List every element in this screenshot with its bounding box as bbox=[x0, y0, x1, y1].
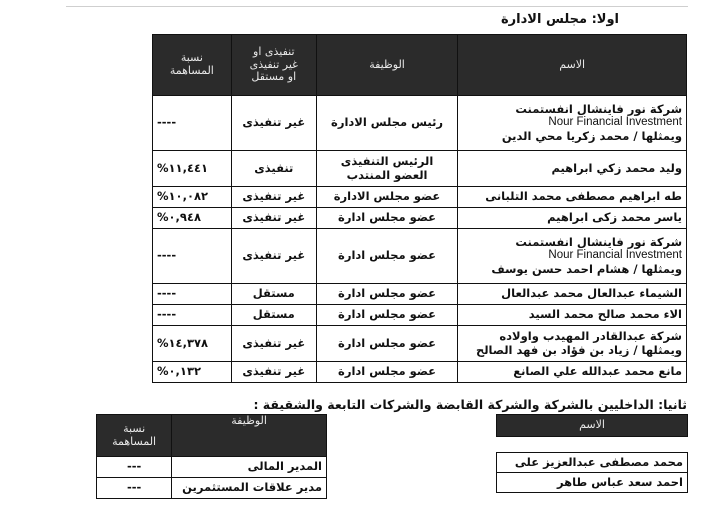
share-cell: %٠,٩٤٨ bbox=[153, 208, 232, 229]
insider-share-header bbox=[97, 415, 172, 457]
exec-cell: غير تنفيذى bbox=[231, 96, 316, 151]
table-row bbox=[153, 96, 687, 151]
name-line: ويمثلها / زياد بن فؤاد بن فهد الصالح bbox=[475, 342, 682, 357]
name-cell: الشيماء عبدالعال محمد عبدالعال bbox=[458, 284, 687, 305]
name-line: شركة عبدالقادر المهيدب واولاده bbox=[499, 329, 682, 344]
table-row bbox=[153, 284, 687, 305]
name-line: ويمثلها / هشام احمد حسن يوسف bbox=[491, 261, 682, 276]
job-header: الوظيفة bbox=[316, 35, 457, 96]
name-line: ويمثلها / محمد زكريا محي الدين bbox=[501, 128, 682, 143]
insiders-names-table bbox=[496, 414, 688, 493]
insider-job-header: الوظيفة bbox=[172, 415, 327, 457]
name-line-english: Nour Financial Investment bbox=[548, 116, 682, 129]
table-row bbox=[97, 457, 327, 478]
table-row bbox=[153, 151, 687, 187]
table-row bbox=[153, 326, 687, 362]
top-rule bbox=[66, 6, 688, 7]
share-cell: ---- bbox=[153, 96, 232, 151]
job-cell: عضو مجلس ادارة bbox=[316, 326, 457, 362]
board-table bbox=[152, 34, 687, 383]
insider-share: --- bbox=[97, 457, 172, 478]
name-cell: مانع محمد عبدالله علي الصانع bbox=[458, 362, 687, 383]
insider-job: مدير علاقات المستثمرين bbox=[172, 478, 327, 499]
name-cell: الاء محمد صالح محمد السيد bbox=[458, 305, 687, 326]
table-row bbox=[497, 453, 688, 473]
exec-cell: تنفيذى bbox=[231, 151, 316, 187]
exec-header-line: تنفيذى او bbox=[253, 45, 295, 59]
share-header-line: المساهمة bbox=[169, 64, 214, 77]
exec-cell: غير تنفيذى bbox=[231, 229, 316, 284]
job-line: الرئيس التنفيذى bbox=[340, 154, 434, 169]
name-cell bbox=[458, 326, 687, 362]
exec-cell: غير تنفيذى bbox=[231, 208, 316, 229]
table-row bbox=[153, 362, 687, 383]
share-header-line: نسبة bbox=[123, 421, 146, 435]
job-cell: عضو مجلس الادارة bbox=[316, 187, 457, 208]
exec-cell: مستقل bbox=[231, 305, 316, 326]
name-cell: طه ابراهيم مصطفى محمد التلبانى bbox=[458, 187, 687, 208]
jobs-table-header bbox=[97, 415, 327, 457]
board-table-header bbox=[153, 35, 687, 96]
job-line: العضو المنتدب bbox=[346, 167, 428, 182]
name-line: شركة نور فاينشال انفستمنت bbox=[515, 102, 682, 117]
job-cell: عضو مجلس ادارة bbox=[316, 208, 457, 229]
exec-header bbox=[231, 35, 316, 96]
job-cell: عضو مجلس ادارة bbox=[316, 305, 457, 326]
name-line: شركة نور فاينشال انفستمنت bbox=[515, 235, 682, 250]
insider-job: المدير المالى bbox=[172, 457, 327, 478]
share-cell: ---- bbox=[153, 229, 232, 284]
exec-header-line: غير تنفيذى bbox=[249, 57, 298, 71]
insiders-jobs-table bbox=[96, 414, 327, 499]
name-cell: وليد محمد زكي ابراهيم bbox=[458, 151, 687, 187]
share-header-line: المساهمة bbox=[112, 434, 157, 448]
name-cell bbox=[458, 96, 687, 151]
section1-heading: اولا: مجلس الادارة bbox=[501, 12, 619, 27]
table-row bbox=[153, 187, 687, 208]
table-row bbox=[153, 208, 687, 229]
share-header bbox=[153, 35, 232, 96]
names-header: الاسم bbox=[497, 415, 688, 437]
name-header: الاسم bbox=[458, 35, 687, 96]
exec-cell: مستقل bbox=[231, 284, 316, 305]
share-cell: %١٠,٠٨٢ bbox=[153, 187, 232, 208]
spacer-cell bbox=[497, 437, 688, 453]
job-cell: عضو مجلس ادارة bbox=[316, 229, 457, 284]
job-cell: عضو مجلس ادارة bbox=[316, 284, 457, 305]
name-cell: ياسر محمد زكى ابراهيم bbox=[458, 208, 687, 229]
share-cell: %١١,٤٤١ bbox=[153, 151, 232, 187]
share-header-line: نسبة bbox=[180, 51, 203, 65]
insider-name: احمد سعد عباس طاهر bbox=[497, 473, 688, 493]
table-row bbox=[497, 473, 688, 493]
job-cell bbox=[316, 151, 457, 187]
exec-cell: غير تنفيذى bbox=[231, 362, 316, 383]
table-row bbox=[97, 478, 327, 499]
insider-share: --- bbox=[97, 478, 172, 499]
table-row bbox=[153, 305, 687, 326]
exec-header-line: او مستقل bbox=[251, 70, 297, 84]
insider-name: محمد مصطفى عبدالعزيز على bbox=[497, 453, 688, 473]
exec-cell: غير تنفيذى bbox=[231, 326, 316, 362]
table-row bbox=[153, 229, 687, 284]
share-cell: %٠,١٣٢ bbox=[153, 362, 232, 383]
share-cell: ---- bbox=[153, 284, 232, 305]
share-cell: ---- bbox=[153, 305, 232, 326]
spacer-row bbox=[497, 437, 688, 453]
job-cell: رئيس مجلس الادارة bbox=[316, 96, 457, 151]
exec-cell: غير تنفيذى bbox=[231, 187, 316, 208]
name-line-english: Nour Financial Investment bbox=[548, 249, 682, 262]
section2-heading: ثانيا: الداخليين بالشركة والشركة القابضة والشركات التابعة والشقيقة : bbox=[253, 397, 687, 412]
name-cell bbox=[458, 229, 687, 284]
names-table-header bbox=[497, 415, 688, 437]
job-cell: عضو مجلس ادارة bbox=[316, 362, 457, 383]
share-cell: %١٤,٣٧٨ bbox=[153, 326, 232, 362]
